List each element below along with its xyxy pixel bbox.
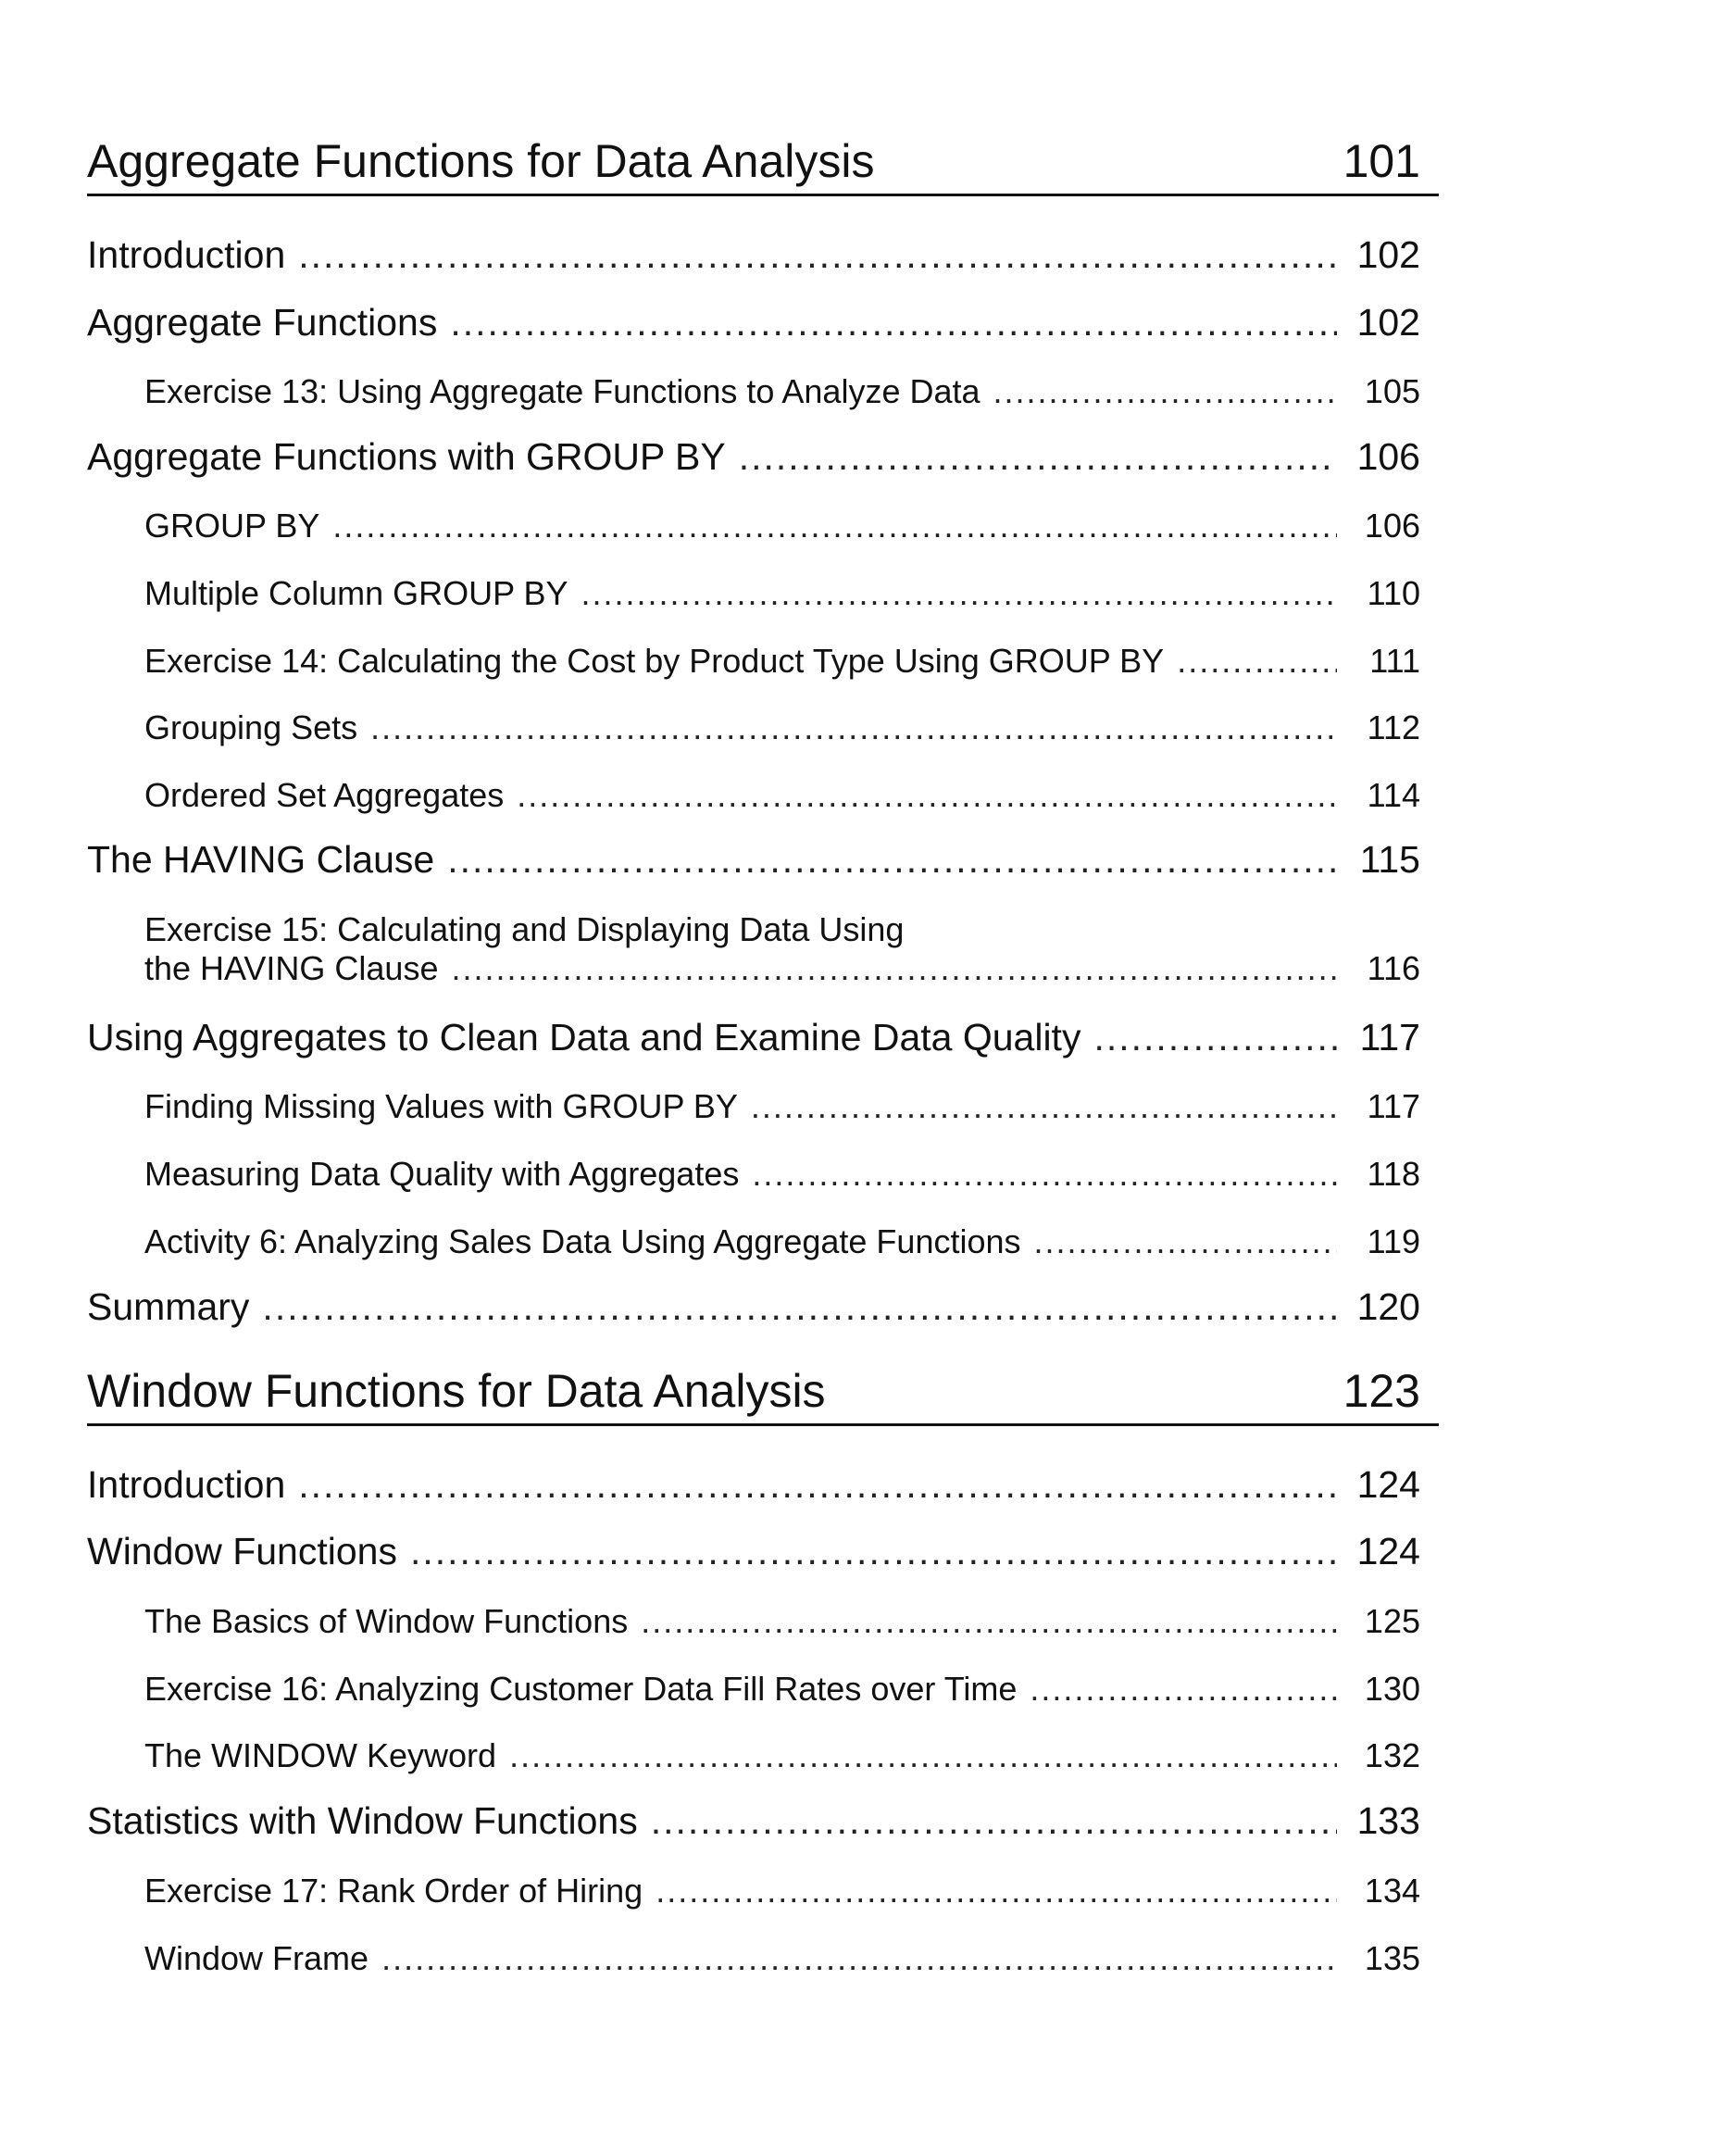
toc-entry-title: Summary [87,1285,250,1328]
toc-entry-page: 119 [1367,1222,1420,1260]
dot-leader [1030,1670,1337,1709]
toc-entry-page: 118 [1367,1155,1420,1193]
toc-entry[interactable] [87,233,1420,277]
toc-entry-page: 112 [1367,708,1420,746]
toc-entry[interactable] [87,301,1420,344]
toc-subentry[interactable] [87,642,1420,681]
toc-entry-page: 130 [1364,1670,1420,1708]
toc-entry-page: 111 [1369,642,1420,680]
chapter-page-number: 101 [1343,135,1420,187]
chapter-heading [87,132,1439,196]
chapter-page-number: 123 [1343,1365,1420,1417]
dot-leader [410,1530,1337,1573]
dot-leader [447,838,1337,882]
toc-entry[interactable] [87,1799,1420,1843]
toc-entry[interactable] [87,1016,1420,1059]
dot-leader [1177,642,1337,681]
toc-subentry[interactable] [87,776,1420,815]
toc-subentry[interactable] [87,708,1420,747]
toc-entry-title: The HAVING Clause [87,838,435,881]
dot-leader [332,507,1337,545]
toc-subentry[interactable] [87,1602,1420,1641]
toc-entry-page: 114 [1367,776,1420,814]
dot-leader [450,301,1337,344]
toc-entry-title-line1: Exercise 15: Calculating and Displaying Data Using [144,910,905,948]
toc-entry-title: Exercise 17: Rank Order of Hiring [144,1872,643,1910]
toc-subentry[interactable] [87,1087,1420,1126]
toc-entry-page: 134 [1364,1872,1420,1910]
toc-entry-page: 120 [1356,1285,1420,1328]
toc-subentry[interactable] [87,1155,1420,1194]
toc-entry-page: 133 [1356,1799,1420,1842]
toc-subentry[interactable] [87,1736,1420,1775]
toc-subentry[interactable] [87,1872,1420,1910]
toc-entry-page: 135 [1364,1939,1420,1977]
toc-entry-title: Grouping Sets [144,708,358,746]
toc-entry-page: 116 [1367,949,1420,987]
toc-entry[interactable] [87,838,1420,882]
toc-entry[interactable] [87,1463,1420,1507]
toc-subentry[interactable] [87,507,1420,545]
dot-leader [581,574,1338,613]
dot-leader [370,708,1337,747]
toc-entry-page: 106 [1364,507,1420,545]
toc-entry-page: 110 [1367,574,1420,612]
toc-entry-title: Multiple Column GROUP BY [144,574,568,612]
dot-leader [1093,1016,1337,1059]
toc-entry-title: The WINDOW Keyword [144,1736,497,1774]
toc-subentry[interactable] [87,1670,1420,1709]
toc-entry-title: Aggregate Functions [87,301,438,344]
toc-entry-title: Exercise 14: Calculating the Cost by Product Type Using GROUP BY [144,642,1165,680]
dot-leader [739,435,1337,479]
toc-entry-title: Exercise 13: Using Aggregate Functions to Analyze Data [144,372,980,410]
dot-leader [298,1463,1337,1507]
dot-leader [1034,1222,1337,1261]
toc-subentry[interactable] [87,574,1420,613]
toc-entry-page: 132 [1364,1736,1420,1774]
toc-entry-title: Finding Missing Values with GROUP BY [144,1087,738,1125]
toc-entry[interactable] [87,435,1420,479]
toc-entry-page: 102 [1356,233,1420,276]
toc-entry-page: 125 [1364,1602,1420,1640]
toc-entry-title: Exercise 16: Analyzing Customer Data Fill Rates over Time [144,1670,1018,1708]
chapter-title[interactable]: Aggregate Functions for Data Analysis [87,135,875,187]
toc-entry-page: 106 [1356,435,1420,478]
toc-entry-title: Window Frame [144,1939,369,1977]
toc-entry-title: Introduction [87,1463,286,1506]
dot-leader [381,1939,1337,1978]
toc-subentry[interactable] [87,1222,1420,1261]
toc-entry-page: 117 [1367,1087,1420,1125]
toc-entry-title: Measuring Data Quality with Aggregates [144,1155,740,1193]
toc-entry-title: Introduction [87,233,286,276]
dot-leader [993,372,1337,411]
toc-entry-title: Statistics with Window Functions [87,1799,638,1842]
dot-leader [298,233,1337,277]
toc-entry-title: Ordered Set Aggregates [144,776,505,814]
dot-leader [451,949,1337,988]
toc-entry-title: Aggregate Functions with GROUP BY [87,435,726,478]
toc-entry[interactable] [87,1530,1420,1573]
toc-subentry[interactable] [87,1939,1420,1978]
dot-leader [751,1087,1337,1126]
toc-entry-page: 124 [1356,1463,1420,1506]
dot-leader [509,1736,1337,1775]
toc-entry-title: Activity 6: Analyzing Sales Data Using Aggregate Functions [144,1222,1021,1260]
toc-entry-title: The Basics of Window Functions [144,1602,629,1640]
toc-entry-title: GROUP BY [144,507,320,545]
chapter-title[interactable]: Window Functions for Data Analysis [87,1365,826,1417]
toc-entry-page: 124 [1356,1530,1420,1572]
toc-entry-page: 105 [1364,372,1420,410]
dot-leader [752,1155,1337,1194]
toc-entry-page: 115 [1359,838,1420,881]
dot-leader [517,776,1337,815]
chapter-heading [87,1361,1439,1426]
toc-subentry[interactable] [87,372,1420,411]
dot-leader [262,1285,1337,1329]
toc-entry-title: Window Functions [87,1530,397,1572]
toc-entry-title: the HAVING Clause [144,949,439,987]
toc-entry-page: 117 [1359,1016,1420,1058]
toc-entry[interactable] [87,1285,1420,1329]
toc-entry-page: 102 [1356,301,1420,344]
toc-entry-title: Using Aggregates to Clean Data and Examine Data Quality [87,1016,1081,1058]
toc-subentry[interactable] [87,910,1420,988]
dot-leader [641,1602,1337,1641]
dot-leader [651,1799,1337,1843]
dot-leader [656,1872,1337,1910]
